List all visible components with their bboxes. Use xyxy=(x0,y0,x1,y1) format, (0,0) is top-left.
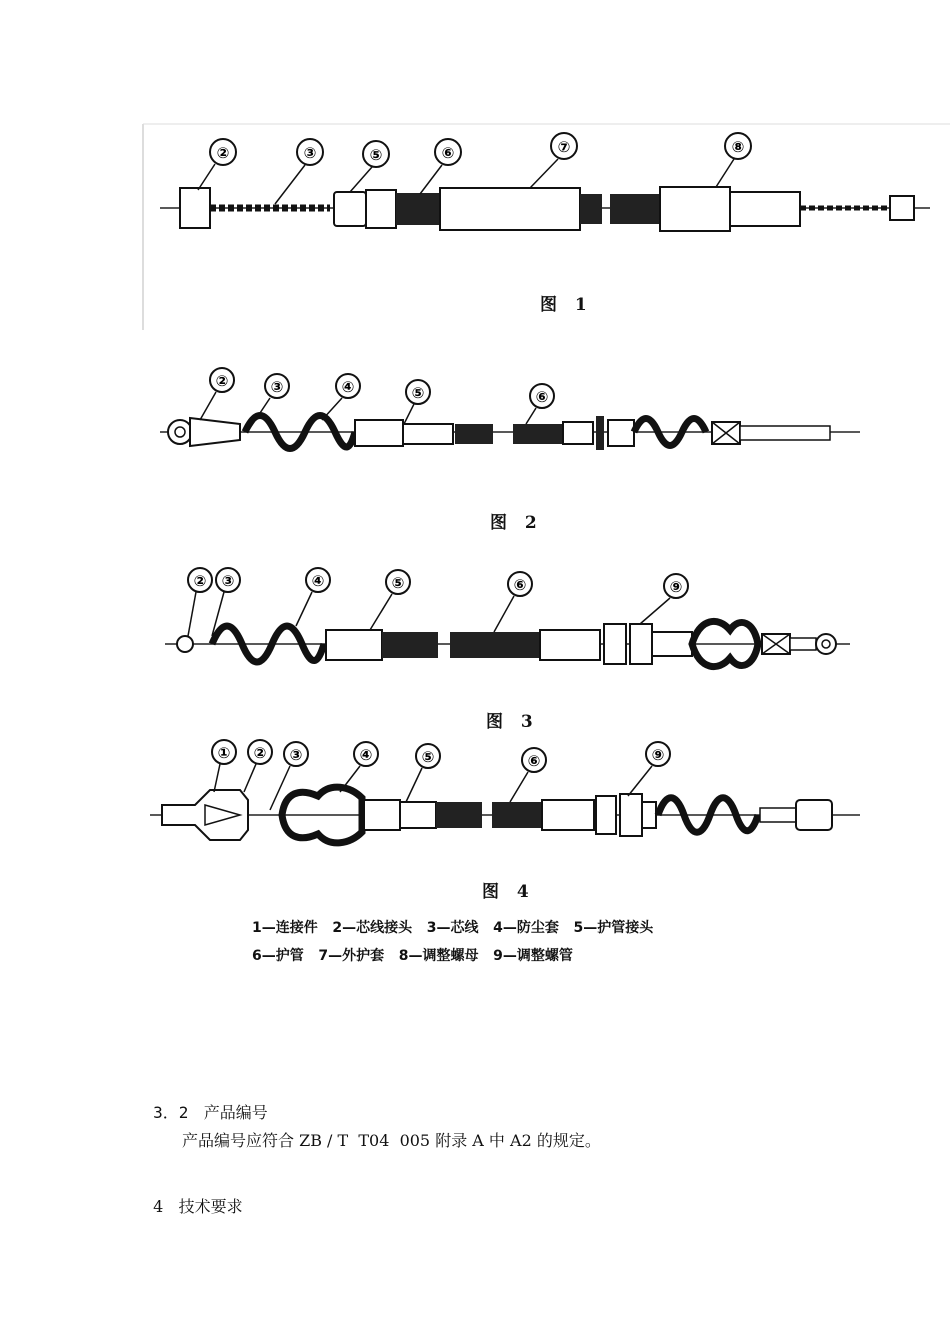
label-4: ④ xyxy=(341,378,355,396)
label-6: ⑥ xyxy=(513,576,527,594)
figure-1-caption: 图 1 xyxy=(540,295,589,315)
label-6: ⑥ xyxy=(535,388,549,406)
label-4: ④ xyxy=(311,572,325,590)
section-body: 产品编号应符合 ZB / T T04 005 附录 A 中 A2 的规定。 xyxy=(182,1131,601,1150)
label-6: ⑥ xyxy=(441,144,455,162)
label-2: ② xyxy=(193,572,207,590)
label-9: ⑨ xyxy=(669,578,683,596)
section-number: 3．2 xyxy=(153,1103,189,1122)
figure-2 xyxy=(0,360,950,500)
label-6: ⑥ xyxy=(527,752,541,770)
label-9: ⑨ xyxy=(651,746,665,764)
section-title: 产品编号 xyxy=(203,1103,268,1122)
next-section-title: 技术要求 xyxy=(178,1197,243,1216)
label-5: ⑤ xyxy=(369,146,383,164)
label-7: ⑦ xyxy=(557,138,571,156)
label-4: ④ xyxy=(359,746,373,764)
figure-4-caption: 图 4 xyxy=(482,882,531,902)
figure-4 xyxy=(0,730,950,870)
label-3: ③ xyxy=(303,144,317,162)
label-1: ① xyxy=(217,744,231,762)
label-3: ③ xyxy=(221,572,235,590)
figure-3 xyxy=(0,560,950,700)
label-2: ② xyxy=(215,372,229,390)
label-5: ⑤ xyxy=(391,574,405,592)
legend-line-1: 1—连接件 2—芯线接头 3—芯线 4—防尘套 5—护管接头 xyxy=(252,920,654,936)
label-8: ⑧ xyxy=(731,138,745,156)
label-2: ② xyxy=(216,144,230,162)
next-section-heading xyxy=(143,1175,243,1217)
figure-3-caption: 图 3 xyxy=(486,712,535,732)
label-5: ⑤ xyxy=(421,748,435,766)
next-section-number: 4 xyxy=(153,1197,164,1216)
label-3: ③ xyxy=(270,378,284,396)
figure-2-caption: 图 2 xyxy=(490,513,539,533)
label-5: ⑤ xyxy=(411,384,425,402)
section-heading xyxy=(143,1081,268,1123)
figure-1 xyxy=(0,120,950,335)
legend-line-2: 6—护管 7—外护套 8—调整螺母 9—调整螺管 xyxy=(252,948,573,964)
label-2: ② xyxy=(253,744,267,762)
label-3: ③ xyxy=(289,746,303,764)
